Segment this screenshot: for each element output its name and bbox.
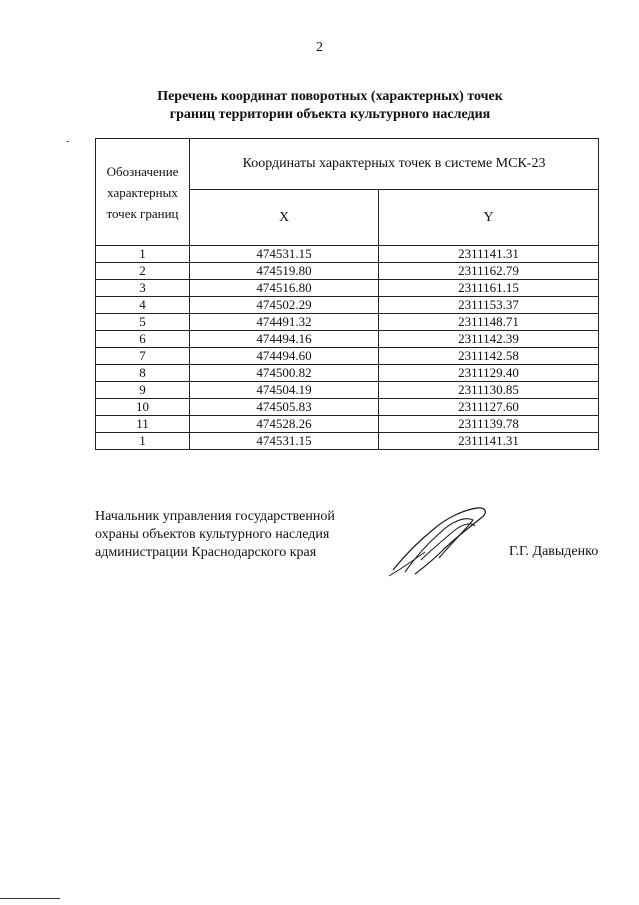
designation-header-line-2: характерных xyxy=(107,184,178,200)
x-coordinate-cell: 474491.32 xyxy=(190,314,379,331)
y-coordinate-cell: 2311141.31 xyxy=(379,246,599,263)
signer-position-line-2: охраны объектов культурного наследия xyxy=(95,527,330,542)
y-coordinate-cell: 2311142.58 xyxy=(379,348,599,365)
x-coordinate-cell: 474502.29 xyxy=(190,297,379,314)
page-number: 2 xyxy=(316,40,323,55)
y-coordinate-cell: 2311127.60 xyxy=(379,399,599,416)
point-cell: 8 xyxy=(96,365,190,382)
point-cell: 1 xyxy=(96,433,190,450)
point-cell: 2 xyxy=(96,263,190,280)
point-cell: 1 xyxy=(96,246,190,263)
table-row xyxy=(96,280,599,297)
coordinate-system-header: Координаты характерных точек в системе МСК-23 xyxy=(190,139,599,190)
y-coordinate-cell: 2311141.31 xyxy=(379,433,599,450)
y-coordinate-cell: 2311129.40 xyxy=(379,365,599,382)
y-header: Y xyxy=(379,190,599,246)
y-coordinate-cell: 2311148.71 xyxy=(379,314,599,331)
signer-name: Г.Г. Давыденко xyxy=(509,544,599,559)
x-coordinate-cell: 474505.83 xyxy=(190,399,379,416)
table-row xyxy=(96,433,599,450)
table-row xyxy=(96,331,599,348)
point-cell: 4 xyxy=(96,297,190,314)
x-coordinate-cell: 474531.15 xyxy=(190,246,379,263)
document-title-line-1: Перечень координат поворотных (характерных) точек xyxy=(157,89,503,104)
x-coordinate-cell: 474528.26 xyxy=(190,416,379,433)
table-row xyxy=(96,263,599,280)
coordinates-table xyxy=(95,138,599,450)
x-coordinate-cell: 474531.15 xyxy=(190,433,379,450)
x-coordinate-cell: 474516.80 xyxy=(190,280,379,297)
x-coordinate-cell: 474494.16 xyxy=(190,331,379,348)
document-title xyxy=(100,88,560,124)
table-row xyxy=(96,246,599,263)
coordinates-table-body xyxy=(96,246,599,450)
y-coordinate-cell: 2311153.37 xyxy=(379,297,599,314)
designation-header-line-1: Обозначение xyxy=(106,163,179,179)
point-cell: 6 xyxy=(96,331,190,348)
table-row xyxy=(96,416,599,433)
y-coordinate-cell: 2311142.39 xyxy=(379,331,599,348)
signer-position-line-3: администрации Краснодарского края xyxy=(95,545,317,560)
footer-rule xyxy=(0,898,60,899)
point-cell: 10 xyxy=(96,399,190,416)
point-cell: 11 xyxy=(96,416,190,433)
point-cell: 9 xyxy=(96,382,190,399)
x-coordinate-cell: 474519.80 xyxy=(190,263,379,280)
designation-header xyxy=(96,139,190,246)
x-coordinate-cell: 474504.19 xyxy=(190,382,379,399)
table-row xyxy=(96,382,599,399)
table-row xyxy=(96,365,599,382)
handwritten-signature xyxy=(385,500,495,580)
table-row xyxy=(96,399,599,416)
scan-mark: - xyxy=(66,136,70,147)
designation-header-line-3: точек границ xyxy=(106,205,179,221)
x-coordinate-cell: 474494.60 xyxy=(190,348,379,365)
y-coordinate-cell: 2311161.15 xyxy=(379,280,599,297)
y-coordinate-cell: 2311130.85 xyxy=(379,382,599,399)
x-coordinate-cell: 474500.82 xyxy=(190,365,379,382)
table-row xyxy=(96,348,599,365)
table-row xyxy=(96,297,599,314)
table-row xyxy=(96,314,599,331)
document-title-line-2: границ территории объекта культурного наследия xyxy=(169,107,491,122)
y-coordinate-cell: 2311162.79 xyxy=(379,263,599,280)
point-cell: 7 xyxy=(96,348,190,365)
y-coordinate-cell: 2311139.78 xyxy=(379,416,599,433)
point-cell: 3 xyxy=(96,280,190,297)
signer-position-line-1: Начальник управления государственной xyxy=(95,509,335,524)
x-header: X xyxy=(190,190,379,246)
point-cell: 5 xyxy=(96,314,190,331)
signature-block xyxy=(95,508,395,562)
